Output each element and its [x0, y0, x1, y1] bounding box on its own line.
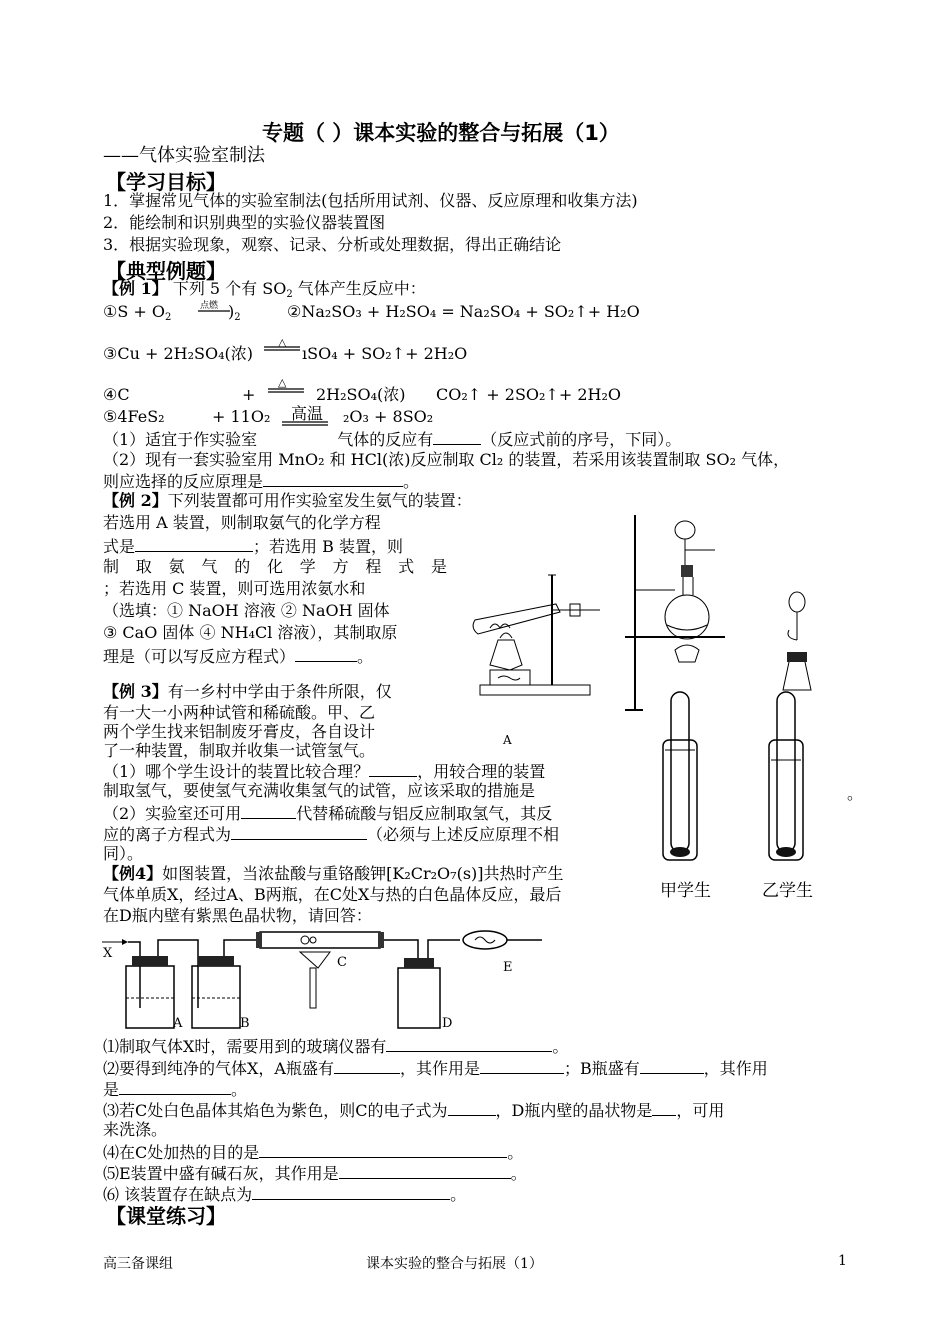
- ex2-intro: [103, 491, 472, 511]
- ex1-q1-text-b: 气体的反应有: [337, 430, 434, 449]
- ex1-question-2-cont: [103, 470, 419, 492]
- ex4-q2-text-c: ；B瓶盛有: [563, 1059, 640, 1078]
- ex4-line-2: 气体单质X，经过A、B两瓶，在C处X与热的白色晶体反应，最后: [103, 885, 562, 904]
- ex2-l7-text-a: 理是（可以写反应方程式）: [103, 647, 296, 666]
- ex3-line-4: 了一种装置，制取并收集一试管氢气。: [103, 741, 376, 760]
- ex3-q2-text-d: （必须与上述反应原理不相: [367, 825, 560, 844]
- ammonia-apparatus-c-figure: [775, 580, 835, 700]
- ex4-question-2-cont: [103, 1078, 247, 1100]
- ex1-reaction-2: ②Na₂SO₃ + H₂SO₄ = Na₂SO₄ + SO₂↑+ H₂O: [287, 302, 640, 321]
- ex4-soda-lime-purpose-blank[interactable]: [339, 1162, 511, 1179]
- ex2-l7-text-b: 。: [357, 647, 374, 666]
- goal-item-3: 3．根据实验现象，观察、记录、分析或处理数据，得出正确结论: [103, 235, 562, 254]
- ex3-line-2: 有一大一小两种试管和稀硫酸。甲、乙: [103, 703, 376, 722]
- ex4-glassware-blank[interactable]: [386, 1035, 552, 1052]
- ex1-intro-text-a: 下列 5 个有 SO: [172, 279, 287, 298]
- ex1-r1-reactants: ①S + O: [103, 302, 165, 321]
- ex3-question-2-cont: [103, 823, 559, 845]
- ex4-q4-text-b: 。: [507, 1143, 524, 1162]
- ex1-r3-condition: △: [278, 336, 287, 349]
- ex4-q2-text-f: 。: [231, 1080, 248, 1099]
- footer-center: 课本实验的整合与拓展（1）: [366, 1256, 543, 1272]
- ex4-q5-text-a: ⑸E装置中盛有碱石灰，其作用是: [103, 1164, 339, 1183]
- ex4-q2-text-a: ⑵要得到纯净的气体X，A瓶盛有: [103, 1059, 334, 1078]
- ex4-q2-text-b: ，其作用是: [399, 1059, 480, 1078]
- ex1-q1-answer-blank[interactable]: [433, 428, 481, 445]
- section-heading-goals: 【学习目标】: [106, 170, 226, 194]
- ex1-r4-products: CO₂↑ + 2SO₂↑+ 2H₂O: [436, 385, 621, 404]
- ex4-defect-blank[interactable]: [252, 1183, 450, 1200]
- ex4-electron-formula-blank[interactable]: [448, 1099, 496, 1116]
- ex1-r4-plus: +: [242, 385, 256, 404]
- ex4-heating-purpose-blank[interactable]: [259, 1141, 507, 1158]
- section-heading-examples: 【典型例题】: [106, 259, 226, 283]
- ex1-r1-product-text: ): [228, 302, 235, 321]
- ex4-question-3: [103, 1099, 724, 1121]
- ex1-label: 【例 1】: [103, 279, 168, 298]
- bottle-b-label: B: [240, 1016, 250, 1031]
- ex1-reaction-1: ①S + $O_2$: [103, 302, 172, 323]
- ex4-line-3: 在D瓶内壁有紫黑色晶状物，请回答：: [103, 906, 372, 925]
- ex4-q6-text-a: ⑹ 该装置存在缺点为: [103, 1185, 253, 1204]
- ex1-reaction-3-right: ıSO₄ + SO₂↑+ 2H₂O: [302, 344, 468, 363]
- ex4-q3-text-a: ⑶若C处白色晶体其焰色为紫色，则C的电子式为: [103, 1101, 448, 1120]
- student-jia-label: 甲学生: [660, 881, 711, 901]
- ex1-reaction-5-left: ⑤4FeS₂: [103, 407, 165, 426]
- ex1-r4-condition: △: [278, 376, 287, 389]
- ex1-r5-oxygen: + 11O₂: [212, 407, 271, 426]
- tube-e-label: E: [503, 960, 513, 975]
- ex1-r5-condition: 高温: [291, 404, 324, 423]
- ex3-label: 【例 3】: [103, 682, 168, 701]
- ammonia-apparatus-a-figure: [470, 570, 610, 720]
- ex4-q3-text-b: ，D瓶内壁的晶状物是: [495, 1101, 653, 1120]
- gas-train-apparatus-figure: [100, 928, 550, 1032]
- ex1-r4-reagent: 2H₂SO₄(浓): [316, 385, 406, 404]
- ex4-bottle-b-purpose-blank[interactable]: [119, 1078, 231, 1095]
- ex4-bottle-a-purpose-blank[interactable]: [480, 1057, 564, 1074]
- ex1-q2-text-b: 则应选择的反应原理是: [103, 472, 264, 491]
- page-title: 专题（ ）课本实验的整合与拓展（1）: [262, 121, 620, 145]
- tube-c-label: C: [337, 955, 347, 970]
- page-subtitle: ——气体实验室制法: [103, 145, 265, 166]
- ex2-line-5: （选填：① NaOH 溶液 ② NaOH 固体: [103, 601, 390, 620]
- ex3-question-1-cont: 制取氢气，要使氢气充满收集氢气的试管，应该采取的措施是: [103, 781, 536, 800]
- ex1-reaction-4-left: ④C: [103, 385, 130, 404]
- ex4-bottle-a-content-blank[interactable]: [334, 1057, 400, 1074]
- ex4-l1-text: 如图装置，当浓盐酸与重铬酸钾[K₂Cr₂O₇(s)]共热时产生: [162, 864, 564, 883]
- ex4-line-1: [103, 864, 564, 884]
- ex2-line-3: [103, 557, 447, 577]
- ex1-q1-text-c: （反应式前的序号，下同）。: [481, 430, 682, 449]
- ex3-question-1: [103, 760, 545, 782]
- ex4-q5-text-b: 。: [510, 1164, 527, 1183]
- ex1-r4-arrow: [268, 388, 308, 394]
- ex3-line-1: [103, 682, 392, 702]
- ex1-r5-products: ₂O₃ + 8SO₂: [343, 407, 434, 426]
- ex3-q2-text-c: 应的离子方程式为: [103, 825, 232, 844]
- footer-left: 高三备课组: [103, 1256, 173, 1272]
- ex4-q4-text-a: ⑷在C处加热的目的是: [103, 1143, 260, 1162]
- ex3-substitute-blank[interactable]: [241, 802, 296, 819]
- bottle-d-label: D: [442, 1016, 453, 1031]
- ex1-question-1: [103, 428, 681, 450]
- ex2-l2-text-a: 式是: [103, 537, 136, 556]
- ex2-line-1: 若选用 A 装置，则制取氨气的化学方程: [103, 513, 381, 532]
- ex4-question-3-cont: 来洗涤。: [103, 1120, 168, 1139]
- goal-item-1: 1．掌握常见气体的实验室制法(包括所用试剂、仪器、反应原理和收集方法): [103, 191, 638, 210]
- ex2-intro-text: 下列装置都可用作实验室发生氨气的装置：: [167, 491, 472, 510]
- ex1-intro-text-b: 气体产生反应中：: [292, 279, 426, 298]
- ex2-label: 【例 2】: [103, 491, 168, 510]
- ex1-r1-product: )$_2$: [228, 302, 241, 323]
- ex3-question-2-end: 同）。: [103, 844, 144, 863]
- ex2-line-4: ；若选用 C 装置，则可选用浓氨水和: [103, 579, 366, 598]
- ex3-student-blank[interactable]: [369, 760, 417, 777]
- ex3-q1-text-b: ，用较合理的装置: [417, 762, 546, 781]
- ex4-crystal-blank[interactable]: [652, 1099, 676, 1116]
- ex4-question-2: [103, 1057, 768, 1079]
- ex4-q2-text-e: 是: [103, 1080, 120, 1099]
- ex1-r5-arrow: [282, 421, 334, 427]
- ex2-l3-text: 制 取 氨 气 的 化 学 方 程 式 是: [103, 557, 447, 576]
- ex3-l1-text: 有一乡村中学由于条件所限，仅: [167, 682, 392, 701]
- hydrogen-tubes-figure: [655, 690, 835, 875]
- ex4-question-5: [103, 1162, 527, 1184]
- gas-x-label: X: [103, 946, 113, 961]
- ex2-l2-text-b: ；若选用 B 装置，则: [253, 537, 403, 556]
- ex2-line-7: [103, 645, 373, 667]
- apparatus-a-label: A: [503, 733, 512, 747]
- ex2-line-6: ③ CaO 固体 ④ NH₄Cl 溶液），其制取原: [103, 623, 398, 642]
- section-heading-practice: 【课堂练习】: [106, 1204, 226, 1228]
- ex1-q2-answer-blank[interactable]: [263, 470, 403, 487]
- ex3-ionic-equation-blank[interactable]: [231, 823, 367, 840]
- student-yi-label: 乙学生: [762, 881, 813, 901]
- ex2-line-2: [103, 535, 403, 557]
- ex3-question-2: [103, 802, 552, 824]
- ex2-equation-a-blank[interactable]: [135, 535, 253, 552]
- ex1-question-2: （2）现有一套实验室用 MnO₂ 和 HCl(浓)反应制取 Cl₂ 的装置，若采用该装置制取 SO₂ 气体，: [103, 450, 790, 469]
- ammonia-apparatus-b-figure: [615, 510, 725, 710]
- footer-page-number: 1: [838, 1253, 847, 1269]
- ex3-q1-text-a: （1）哪个学生设计的装置比较合理？: [103, 762, 370, 781]
- ex4-question-4: [103, 1141, 523, 1163]
- ex1-q1-text-a: （1）适宜于作实验室: [103, 430, 258, 449]
- ex1-q2-text-c: 。: [403, 472, 420, 491]
- ex2-principle-blank[interactable]: [295, 645, 357, 662]
- ex4-bottle-b-content-blank[interactable]: [640, 1057, 704, 1074]
- ex4-q6-text-b: 。: [450, 1185, 467, 1204]
- ex4-question-1: [103, 1035, 568, 1057]
- ex3-q2-text-b: 代替稀硫酸与铝反应制取氢气，其反: [296, 804, 553, 823]
- ex4-q1-text-a: ⑴制取气体X时，需要用到的玻璃仪器有: [103, 1037, 387, 1056]
- ex3-line-3: 两个学生找来铝制废牙膏皮，各自设计: [103, 722, 376, 741]
- ex1-r3-arrow: [264, 346, 304, 352]
- bottle-a-label: A: [173, 1016, 183, 1031]
- goal-item-2: 2．能绘制和识别典型的实验仪器装置图: [103, 213, 386, 232]
- ex1-r1-condition: 点燃: [200, 301, 219, 311]
- ex4-q2-text-d: ，其作用: [703, 1059, 768, 1078]
- ex1-intro: 【例 1】 下列 5 个有 $SO_2$ 气体产生反应中：: [103, 279, 426, 300]
- ex4-label: 【例4】: [103, 864, 163, 883]
- ex4-q1-text-b: 。: [552, 1037, 569, 1056]
- ex3-q2-text-a: （2）实验室还可用: [103, 804, 242, 823]
- ex1-reaction-3-left: ③Cu + 2H₂SO₄(浓): [103, 344, 253, 363]
- ex3-q1-end: 。: [847, 784, 864, 803]
- ex4-q3-text-c: ，可用: [676, 1101, 725, 1120]
